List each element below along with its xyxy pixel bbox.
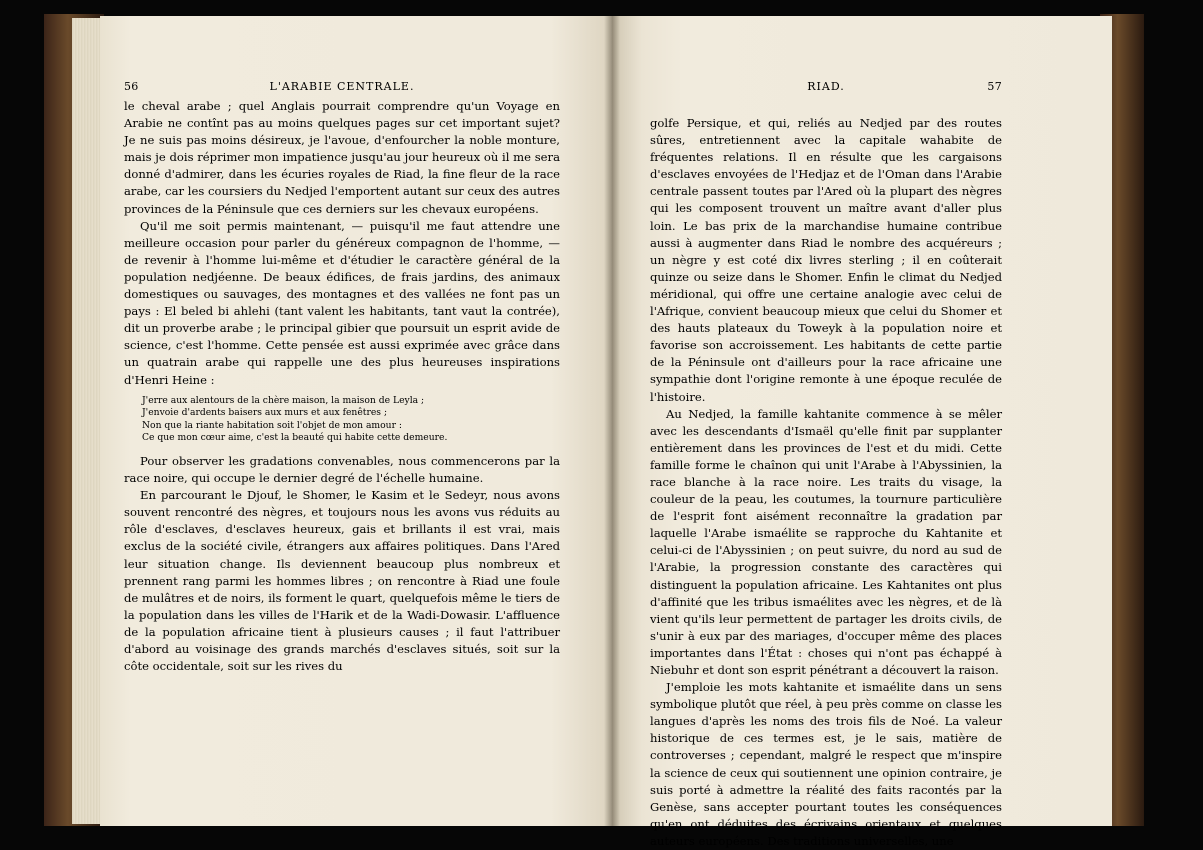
left-running-title: L'ARABIE CENTRALE.: [269, 80, 415, 93]
verse-line: J'envoie d'ardents baisers aux murs et aux fenêtres ;: [142, 407, 388, 419]
left-paragraph-2: Qu'il me soit permis maintenant, — puisqu'il me faut attendre une meilleure occasion pour parler du généreux compagnon de l'homme, — de revenir à l'homme lui-même et d'étudier le caractère général de la population nedjéenne. De beaux édifices, de frais jardins, des animaux domestiques ou sauvages, des montagnes et des vallées ne font pas un pays : El beled bi ahlehi (tant valent les habitants, tant vaut la contrée), dit un proverbe arabe ; le principal gibier que poursuit un esprit avide de science, c'est l'homme. Cette pensée est aussi exprimée avec grâce dans un quatrain arabe qui rappelle une des plus heureuses inspirations d'Henri Heine :: [124, 218, 560, 387]
right-running-title: RIAD.: [807, 80, 845, 93]
book-gutter: [604, 16, 620, 826]
left-paragraph-3: Pour observer les gradations convenables, nous commencerons par la race noire, qui occupe le dernier degré de l'échelle humaine.: [124, 453, 560, 486]
verse-quatrain: [142, 395, 560, 445]
right-page-text: [650, 115, 1002, 850]
left-paragraph-1: le cheval arabe ; quel Anglais pourrait comprendre qu'un Voyage en Arabie ne contînt pas au moins quelques pages sur cet important sujet? Je ne suis pas moins désireux, je l'avoue, d'enfourcher la noble monture, mais je dois réprimer mon impatience jusqu'au jour heureux où il me sera donné d'admirer, dans les écuries royales de Riad, la fine fleur de la race arabe, car les coursiers du Nedjed l'emportent autant sur ceux des autres provinces de la Péninsule que ces derniers sur les chevaux européens.: [124, 99, 560, 216]
left-page-number: 56: [124, 80, 139, 93]
verse-line: J'erre aux alentours de la chère maison, la maison de Leyla ;: [142, 394, 425, 406]
right-page-number: 57: [987, 80, 1002, 93]
right-page-header: [650, 80, 1002, 96]
verse-line: Ce que mon cœur aime, c'est la beauté qui habite cette demeure.: [142, 432, 448, 444]
right-paragraph-3: J'emploie les mots kahtanite et ismaélite dans un sens symbolique plutôt que réel, à peu près comme on classe les langues d'après les noms des trois fils de Noé. La valeur historique de ces termes est, je le sais, matière de controverses ; cependant, malgré le respect que m'inspire la science de ceux qui soutiennent une opinion contraire, je suis porté à admettre la réalité des faits racontés par la Genèse, sans accepter pourtant toutes les conséquences qu'en ont déduites des écrivains orientaux et quelques auteurs européens. Des traditions universelles, une: [650, 680, 1002, 848]
verse-line: Non que la riante habitation soit l'objet de mon amour :: [142, 419, 402, 431]
left-paragraph-4: En parcourant le Djouf, le Shomer, le Kasim et le Sedeyr, nous avons souvent rencontré des nègres, et toujours nous les avons vus réduits au rôle d'esclaves, d'esclaves heureux, gais et brillants il est vrai, mais exclus de la société civile, étrangers aux affaires politiques. Dans l'Ared leur situation change. Ils deviennent beaucoup plus nombreux et prennent rang parmi les hommes libres ; on rencontre à Riad une foule de mulâtres et de noirs, ils forment le quart, quelquefois même le tiers de la population dans les villes de l'Harik et de la Wadi-Dowasir. L'affluence de la population africaine tient à plusieurs causes ; il faut l'attribuer d'abord au voisinage des grands marchés d'esclaves situés, soit sur la côte occidentale, soit sur les rives du: [124, 488, 560, 674]
right-paragraph-2: Au Nedjed, la famille kahtanite commence à se mêler avec les descendants d'Ismaël qu'elle finit par supplanter entièrement dans les provinces de l'est et du midi. Cette famille forme le chaînon qui unit l'Arabe à l'Abyssinien, la race blanche à la race noire. Les traits du visage, la couleur de la peau, les coutumes, la tournure particulière de l'esprit font aisément reconnaître la gradation par laquelle l'Arabe ismaélite se rapproche du Kahtanite et celui-ci de l'Abyssinien ; on peut suivre, du nord au sud de l'Arabie, la progression constante des caractères qui distinguent la population africaine. Les Kahtanites ont plus d'affinité que les tribus ismaélites avec les nègres, et de là vient qu'ils leur permettent de partager les droits civils, de s'unir à eux par des mariages, d'occuper même des places importantes dans l'État : choses qui n'ont pas échappé à Niebuhr et dont son esprit pénétrant a découvert la raison.: [650, 406, 1002, 677]
left-page-header: [124, 80, 560, 96]
left-page-text: [124, 98, 560, 675]
right-paragraph-1: golfe Persique, et qui, reliés au Nedjed par des routes sûres, entretiennent avec la capitale wahabite de fréquentes relations. Il en résulte que les cargaisons d'esclaves envoyées de l'Hedjaz et de l'Oman dans l'Arabie centrale passent toutes par l'Ared où la plupart des nègres qui les composent trouvent un maître avant d'aller plus loin. Le bas prix de la marchandise humaine contribue aussi à augmenter dans Riad le nombre des acquéreurs ; un nègre y est coté dix livres sterling ; il en coûterait quinze ou seize dans le Shomer. Enfin le climat du Nedjed méridional, qui offre une certaine analogie avec celui de l'Afrique, convient beaucoup mieux que celui du Shomer et des hauts plateaux du Toweyk à la population noire et favorise son accroissement. Les habitants de cette partie de la Péninsule ont d'ailleurs pour la race africaine une sympathie dont l'origine remonte à une époque reculée de l'histoire.: [650, 116, 1002, 404]
